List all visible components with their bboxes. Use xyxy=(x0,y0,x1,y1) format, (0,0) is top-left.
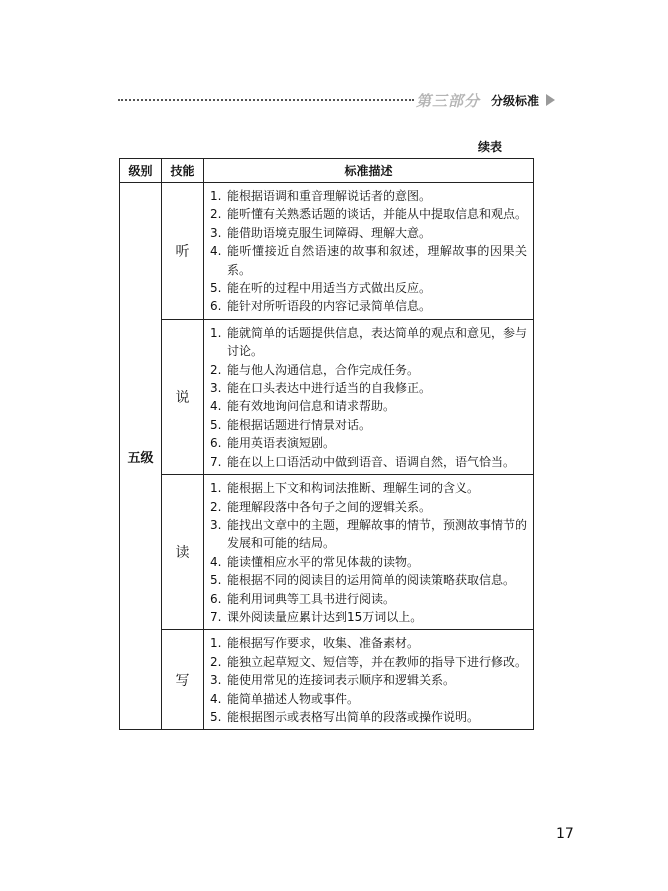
table-row xyxy=(120,630,534,730)
column-header-level: 级别 xyxy=(120,159,162,183)
descriptor-list xyxy=(204,320,533,474)
item-number: 3. xyxy=(210,225,222,240)
list-item xyxy=(210,634,527,652)
table-body xyxy=(120,183,534,730)
list-item xyxy=(210,479,527,497)
list-item xyxy=(210,690,527,708)
list-item xyxy=(210,653,527,671)
item-number: 5. xyxy=(210,417,222,432)
item-text: 能与他人沟通信息，合作完成任务。 xyxy=(227,362,420,377)
list-item xyxy=(210,498,527,516)
item-number: 3. xyxy=(210,381,222,396)
item-text: 能用英语表演短剧。 xyxy=(227,436,336,451)
list-item xyxy=(210,416,527,434)
item-number: 2. xyxy=(210,207,222,222)
item-text: 能根据不同的阅读目的运用简单的阅读策略获取信息。 xyxy=(227,573,516,588)
list-item xyxy=(210,571,527,589)
page-number: 17 xyxy=(556,826,574,842)
item-number: 3. xyxy=(210,517,222,532)
list-item xyxy=(210,590,527,608)
descriptor-list xyxy=(204,183,533,319)
item-text: 能在口头表达中进行适当的自我修正。 xyxy=(227,381,432,396)
item-text: 能根据图示或表格写出简单的段落或操作说明。 xyxy=(227,709,480,724)
item-number: 4. xyxy=(210,399,222,414)
level-cell: 五级 xyxy=(120,183,162,730)
list-item xyxy=(210,324,527,361)
item-number: 4. xyxy=(210,244,222,259)
item-number: 3. xyxy=(210,673,222,688)
item-text: 能在以上口语活动中做到语音、语调自然，语气恰当。 xyxy=(227,454,516,469)
item-text: 能根据话题进行情景对话。 xyxy=(227,417,372,432)
list-item xyxy=(210,608,527,626)
list-item xyxy=(210,453,527,471)
item-number: 5. xyxy=(210,281,222,296)
item-number: 2. xyxy=(210,499,222,514)
column-header-skill: 技能 xyxy=(162,159,204,183)
item-text: 能根据上下文和构词法推断、理解生词的含义。 xyxy=(227,481,480,496)
item-text: 能借助语境克服生词障碍、理解大意。 xyxy=(227,225,432,240)
standards-table xyxy=(119,158,534,730)
skill-cell: 听 xyxy=(162,183,204,320)
item-text: 能简单描述人物或事件。 xyxy=(227,691,360,706)
continued-label: 续表 xyxy=(478,140,503,154)
description-cell xyxy=(204,183,534,320)
table-row xyxy=(120,319,534,474)
item-text: 能独立起草短文、短信等，并在教师的指导下进行修改。 xyxy=(227,654,528,669)
column-header-description: 标准描述 xyxy=(204,159,534,183)
item-text: 能根据写作要求，收集、准备素材。 xyxy=(227,636,420,651)
descriptor-list xyxy=(204,475,533,629)
list-item xyxy=(210,242,527,279)
item-text: 能读懂相应水平的常见体裁的读物。 xyxy=(227,554,420,569)
table-header-row xyxy=(120,159,534,183)
description-cell xyxy=(204,630,534,730)
list-item xyxy=(210,187,527,205)
item-text: 能在听的过程中用适当方式做出反应。 xyxy=(227,281,432,296)
item-number: 4. xyxy=(210,554,222,569)
item-text: 能就简单的话题提供信息，表达简单的观点和意见，参与讨论。 xyxy=(227,325,528,359)
item-text: 能听懂接近自然语速的故事和叙述，理解故事的因果关系。 xyxy=(227,244,527,277)
list-item xyxy=(210,708,527,726)
item-number: 6. xyxy=(210,299,222,314)
header-triangle-marker xyxy=(546,94,555,106)
list-item xyxy=(210,361,527,379)
list-item xyxy=(210,553,527,571)
item-number: 1. xyxy=(210,189,222,203)
table-row xyxy=(120,183,534,320)
table-row xyxy=(120,475,534,630)
list-item xyxy=(210,434,527,452)
list-item xyxy=(210,379,527,397)
list-item xyxy=(210,279,527,297)
item-number: 6. xyxy=(210,436,222,451)
item-number: 7. xyxy=(210,609,222,624)
descriptor-list xyxy=(204,630,533,729)
item-number: 6. xyxy=(210,591,222,606)
item-text: 能利用词典等工具书进行阅读。 xyxy=(227,591,396,606)
item-number: 1. xyxy=(210,481,222,496)
header-section-title: 第三部分 xyxy=(416,92,481,110)
item-text: 能听懂有关熟悉话题的谈话，并能从中提取信息和观点。 xyxy=(227,207,528,222)
list-item xyxy=(210,397,527,415)
description-cell xyxy=(204,475,534,630)
item-number: 1. xyxy=(210,636,222,651)
description-cell xyxy=(204,319,534,474)
item-number: 5. xyxy=(210,573,222,588)
item-text: 能针对所听语段的内容记录简单信息。 xyxy=(227,299,432,314)
item-number: 2. xyxy=(210,654,222,669)
item-number: 4. xyxy=(210,691,222,706)
item-number: 2. xyxy=(210,362,222,377)
item-text: 能理解段落中各句子之间的逻辑关系。 xyxy=(227,499,432,514)
item-text: 能使用常见的连接词表示顺序和逻辑关系。 xyxy=(227,673,456,688)
list-item xyxy=(210,297,527,315)
skill-cell: 读 xyxy=(162,475,204,630)
item-number: 5. xyxy=(210,709,222,724)
list-item xyxy=(210,671,527,689)
item-text: 课外阅读量应累计达到15万词以上。 xyxy=(227,609,423,624)
list-item xyxy=(210,205,527,223)
header-chapter-title: 分级标准 xyxy=(491,94,540,108)
item-number: 7. xyxy=(210,454,222,469)
header-dotted-rule xyxy=(118,99,414,101)
item-text: 能根据语调和重音理解说话者的意图。 xyxy=(227,189,432,203)
list-item xyxy=(210,516,527,553)
skill-cell: 说 xyxy=(162,319,204,474)
list-item xyxy=(210,224,527,242)
item-text: 能找出文章中的主题，理解故事的情节，预测故事情节的发展和可能的结局。 xyxy=(227,517,528,551)
skill-cell: 写 xyxy=(162,630,204,730)
item-text: 能有效地询问信息和请求帮助。 xyxy=(227,399,396,414)
item-number: 1. xyxy=(210,325,222,340)
running-header xyxy=(118,89,558,109)
